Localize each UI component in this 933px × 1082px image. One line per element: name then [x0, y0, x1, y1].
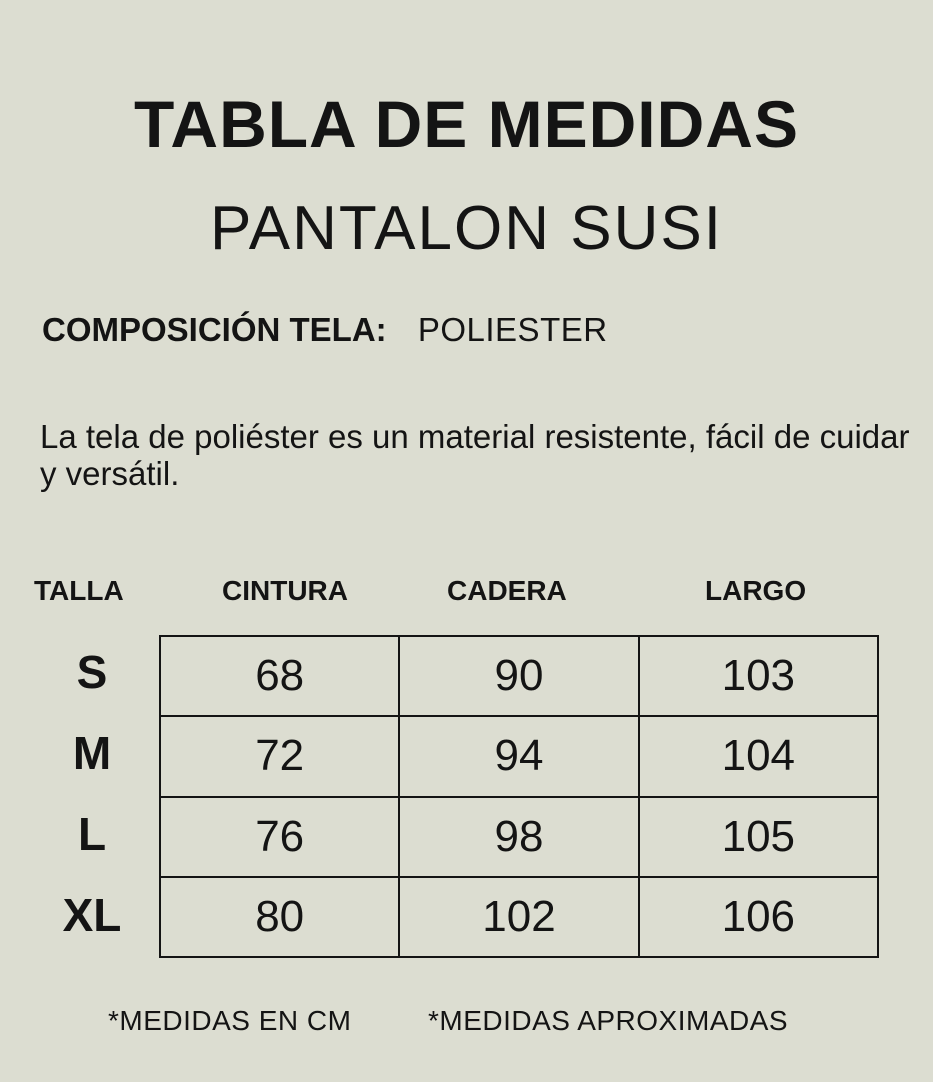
hip-cell: 102	[399, 877, 638, 957]
length-cell: 104	[639, 716, 878, 796]
hip-cell: 90	[399, 636, 638, 716]
length-cell: 103	[639, 636, 878, 716]
waist-cell: 76	[160, 797, 399, 877]
page-title: TABLA DE MEDIDAS	[134, 87, 799, 161]
table-row	[160, 716, 878, 796]
size-label: S	[76, 646, 108, 698]
composition-label: COMPOSICIÓN TELA:	[42, 311, 387, 348]
waist-cell: 80	[160, 877, 399, 957]
header-size: TALLA	[34, 575, 124, 606]
size-column	[40, 635, 144, 959]
header-waist: CINTURA	[222, 575, 348, 606]
length-cell: 105	[639, 797, 878, 877]
approximate-note: *MEDIDAS APROXIMADAS	[428, 1005, 789, 1036]
size-label: L	[77, 808, 107, 860]
measurements-table	[159, 635, 879, 958]
waist-cell: 68	[160, 636, 399, 716]
waist-cell: 72	[160, 716, 399, 796]
product-name: PANTALON SUSI	[210, 194, 723, 263]
size-label: M	[72, 727, 112, 779]
table-row	[160, 636, 878, 716]
units-note: *MEDIDAS EN CM	[108, 1005, 352, 1036]
table-row	[160, 797, 878, 877]
hip-cell: 98	[399, 797, 638, 877]
fabric-composition	[42, 308, 608, 352]
composition-value: POLIESTER	[417, 311, 608, 348]
length-cell: 106	[639, 877, 878, 957]
header-length: LARGO	[705, 575, 807, 606]
fabric-description: La tela de poliéster es un material resistente, fácil de cuidar y versátil.	[40, 418, 910, 492]
header-hip: CADERA	[447, 575, 567, 606]
size-label: XL	[62, 889, 122, 941]
table-row	[160, 877, 878, 957]
hip-cell: 94	[399, 716, 638, 796]
